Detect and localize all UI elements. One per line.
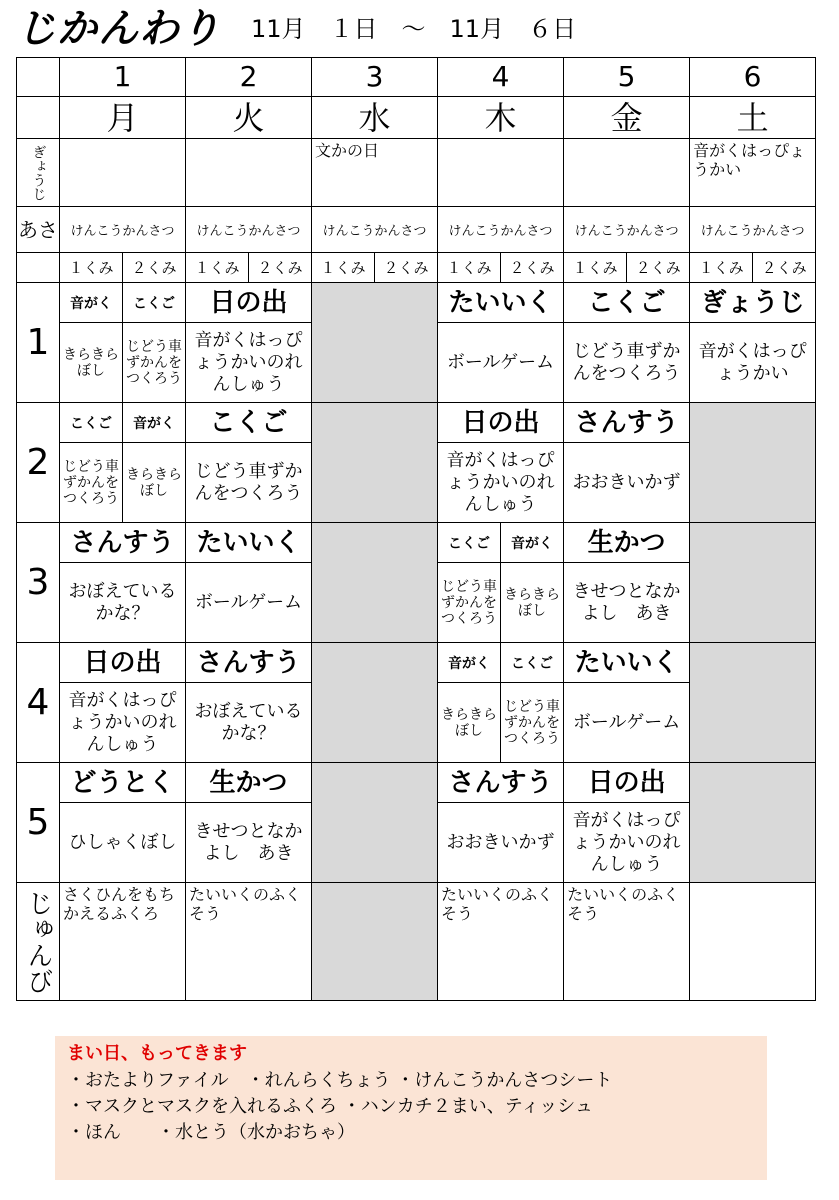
class-subject-cell	[501, 523, 564, 563]
day-name	[690, 97, 816, 139]
asa-cell	[438, 207, 564, 253]
activity-cell	[186, 323, 312, 403]
subject-name: 日の出	[83, 647, 162, 678]
activity-text: きせつとなかよし あき	[572, 580, 681, 624]
asa-label: あさ	[18, 217, 58, 242]
day-number-text: 3	[365, 60, 384, 93]
no-class-cell	[690, 403, 816, 523]
class-1-label: １くみ	[194, 259, 240, 277]
period-label	[17, 283, 60, 403]
class-subject: こくご	[133, 295, 175, 312]
day-number	[60, 58, 186, 97]
subject-cell	[186, 763, 312, 803]
day-number-text: 2	[239, 60, 258, 93]
class-subject-cell	[60, 283, 123, 323]
class-1-label: １くみ	[572, 259, 618, 277]
period-number: 1	[26, 322, 50, 363]
class-2-header	[249, 253, 312, 283]
activity-text: おぼえているかな？	[68, 580, 177, 624]
subject-name: さんすう	[196, 647, 301, 678]
class-2-label: ２くみ	[131, 259, 177, 277]
activity-text: ボールゲーム	[572, 711, 681, 733]
class-activity: じどう車ずかんをつくろう	[504, 698, 561, 747]
activity-text: おおきいかず	[446, 831, 555, 853]
gyouji-cell	[564, 139, 690, 207]
class-subject: 音がく	[511, 535, 554, 552]
day-name-text: 水	[358, 98, 391, 137]
asa-text: けんこうかんさつ	[196, 224, 301, 239]
class-2-header	[501, 253, 564, 283]
class-activity-cell	[123, 443, 186, 523]
timetable	[16, 57, 816, 1001]
asa-text: けんこうかんさつ	[70, 224, 175, 239]
class-2-label: ２くみ	[383, 259, 429, 277]
activity-text: 音がくはっぴょうかいのれんしゅう	[194, 329, 303, 395]
activity-text: おぼえているかな？	[194, 700, 303, 744]
activity-text: おおきいかず	[572, 471, 681, 493]
day-number	[312, 58, 438, 97]
day-name-text: 月	[106, 98, 139, 137]
class-1-label: １くみ	[320, 259, 366, 277]
gyouji-cell	[186, 139, 312, 207]
class-activity: じどう車ずかんをつくろう	[126, 338, 182, 387]
class-subject-cell	[438, 643, 501, 683]
gyouji-cell	[438, 139, 564, 207]
activity-cell	[186, 563, 312, 643]
class-activity: じどう車ずかんをつくろう	[441, 578, 498, 627]
day-number-text: 6	[743, 60, 762, 93]
no-class-cell	[312, 643, 438, 763]
class-2-label: ２くみ	[257, 259, 303, 277]
asa-cell	[60, 207, 186, 253]
period-label	[17, 403, 60, 523]
class-1-header	[438, 253, 501, 283]
subject-cell	[186, 283, 312, 323]
subject-cell	[186, 523, 312, 563]
class-1-label: １くみ	[446, 259, 492, 277]
class-1-header	[60, 253, 123, 283]
class-1-header	[186, 253, 249, 283]
activity-cell	[186, 443, 312, 523]
class-activity-cell	[123, 323, 186, 403]
class-activity-cell	[501, 563, 564, 643]
activity-text: 音がくはっぴょうかい	[698, 340, 807, 384]
class-2-header	[375, 253, 438, 283]
no-class-cell	[312, 523, 438, 643]
daily-items-line: ・ほん ・水とう（水かおちゃ）	[67, 1122, 355, 1143]
no-class-cell	[312, 763, 438, 883]
subject-cell	[564, 763, 690, 803]
asa-cell	[564, 207, 690, 253]
period-number: 2	[26, 442, 50, 483]
asa-text: けんこうかんさつ	[322, 224, 427, 239]
subject-name: こくご	[209, 407, 288, 438]
gyouji-label-cell	[17, 139, 60, 207]
subject-name: たいいく	[574, 647, 679, 678]
activity-text: じどう車ずかんをつくろう	[572, 340, 681, 384]
day-name	[438, 97, 564, 139]
subject-cell	[564, 643, 690, 683]
gyouji-text: 音がくはっぴょうかい	[693, 141, 806, 179]
period-number: 5	[26, 802, 50, 843]
activity-cell	[438, 803, 564, 883]
date-range: 11月 １日 ～ 11月 ６日	[251, 15, 577, 43]
gyouji-cell	[690, 139, 816, 207]
period-number: 3	[26, 562, 50, 603]
gyouji-label: ぎょうじ	[30, 144, 47, 201]
subject-name: 日の出	[461, 407, 540, 438]
class-activity: きらきらぼし	[63, 346, 119, 379]
blank-cell	[17, 97, 60, 139]
day-number	[564, 58, 690, 97]
junbi-cell	[438, 883, 564, 1001]
subject-name: どうとく	[70, 767, 175, 798]
class-1-header	[690, 253, 753, 283]
subject-cell	[438, 763, 564, 803]
activity-text: 音がくはっぴょうかいのれんしゅう	[572, 809, 681, 875]
class-2-header	[627, 253, 690, 283]
class-activity: きらきらぼし	[126, 466, 182, 499]
class-activity-cell	[60, 443, 123, 523]
asa-label-cell	[17, 207, 60, 253]
junbi-text: たいいくのふくそう	[189, 885, 302, 923]
class-activity-cell	[501, 683, 564, 763]
class-subject: こくご	[70, 415, 112, 432]
period-label	[17, 763, 60, 883]
daily-items-line: ・マスクとマスクを入れるふくろ ・ハンカチ２まい、ティッシュ	[67, 1096, 593, 1117]
subject-name: 日の出	[587, 767, 666, 798]
no-class-cell	[312, 283, 438, 403]
class-activity-cell	[438, 683, 501, 763]
day-name	[60, 97, 186, 139]
subject-cell	[564, 403, 690, 443]
gyouji-cell	[312, 139, 438, 207]
activity-text: ひしゃくぼし	[68, 831, 177, 853]
subject-cell	[60, 643, 186, 683]
class-subject-cell	[501, 643, 564, 683]
junbi-text: たいいくのふくそう	[441, 885, 554, 923]
class-subject-cell	[60, 403, 123, 443]
subject-name: たいいく	[196, 527, 301, 558]
class-subject: 音がく	[133, 415, 175, 432]
asa-text: けんこうかんさつ	[574, 224, 679, 239]
class-1-label: １くみ	[698, 259, 744, 277]
asa-cell	[312, 207, 438, 253]
activity-cell	[564, 323, 690, 403]
period-number: 4	[26, 682, 50, 723]
day-name	[186, 97, 312, 139]
class-subject: こくご	[448, 535, 491, 552]
activity-text: 音がくはっぴょうかいのれんしゅう	[68, 689, 177, 755]
subject-cell	[186, 403, 312, 443]
subject-cell	[438, 403, 564, 443]
day-name-text: 金	[610, 98, 643, 137]
junbi-cell	[186, 883, 312, 1001]
activity-cell	[564, 443, 690, 523]
activity-cell	[564, 803, 690, 883]
subject-name: 日の出	[209, 287, 288, 318]
activity-cell	[186, 683, 312, 763]
class-activity: きらきらぼし	[504, 586, 561, 619]
subject-name: さんすう	[574, 407, 679, 438]
gyouji-text: 文かの日	[315, 141, 380, 160]
subject-cell	[564, 523, 690, 563]
daily-items-title: まい日、もってきます	[67, 1043, 247, 1064]
class-1-header	[312, 253, 375, 283]
class-subject: 音がく	[70, 295, 112, 312]
no-class-cell	[690, 643, 816, 763]
subject-name: 生かつ	[209, 767, 288, 798]
day-name-text: 土	[736, 98, 769, 137]
activity-cell	[438, 323, 564, 403]
subject-cell	[60, 523, 186, 563]
junbi-label: じゅんび	[23, 889, 53, 994]
junbi-cell	[564, 883, 690, 1001]
activity-cell	[564, 683, 690, 763]
activity-text: 音がくはっぴょうかいのれんしゅう	[446, 449, 555, 515]
subject-name: 生かつ	[587, 527, 666, 558]
subject-cell	[690, 283, 816, 323]
activity-text: ボールゲーム	[446, 351, 555, 373]
subject-cell	[60, 763, 186, 803]
day-name	[312, 97, 438, 139]
activity-cell	[438, 443, 564, 523]
junbi-cell	[60, 883, 186, 1001]
period-label	[17, 643, 60, 763]
daily-items-box	[55, 1036, 767, 1180]
junbi-text: さくひんをもちかえるふくろ	[63, 885, 176, 923]
activity-text: きせつとなかよし あき	[194, 820, 303, 864]
no-class-cell	[690, 523, 816, 643]
subject-name: さんすう	[70, 527, 175, 558]
subject-cell	[186, 643, 312, 683]
subject-name: ぎょうじ	[700, 287, 805, 318]
class-2-label: ２くみ	[635, 259, 681, 277]
activity-cell	[186, 803, 312, 883]
no-class-cell	[690, 763, 816, 883]
junbi-text: たいいくのふくそう	[567, 885, 680, 923]
no-class-cell	[312, 883, 438, 1001]
day-name-text: 火	[232, 98, 265, 137]
day-number	[186, 58, 312, 97]
day-number-text: 1	[113, 60, 132, 93]
blank-cell	[17, 253, 60, 283]
class-activity: きらきらぼし	[441, 706, 498, 739]
period-label	[17, 523, 60, 643]
activity-cell	[60, 563, 186, 643]
page-header	[16, 4, 576, 54]
activity-cell	[60, 803, 186, 883]
class-subject-cell	[123, 403, 186, 443]
corner-cell	[17, 58, 60, 97]
activity-cell	[564, 563, 690, 643]
class-subject: 音がく	[448, 655, 491, 672]
class-2-header	[123, 253, 186, 283]
subject-name: たいいく	[448, 287, 553, 318]
activity-cell	[60, 683, 186, 763]
page-title: じかんわり	[16, 6, 221, 52]
activity-cell	[690, 323, 816, 403]
class-subject: こくご	[511, 655, 554, 672]
day-name	[564, 97, 690, 139]
day-number	[438, 58, 564, 97]
class-2-header	[753, 253, 816, 283]
subject-cell	[438, 283, 564, 323]
day-number-text: 4	[491, 60, 510, 93]
class-1-header	[564, 253, 627, 283]
asa-cell	[186, 207, 312, 253]
subject-name: こくご	[587, 287, 666, 318]
class-subject-cell	[123, 283, 186, 323]
daily-items-line: ・おたよりファイル ・れんらくちょう ・けんこうかんさつシート	[67, 1070, 613, 1091]
class-activity: じどう車ずかんをつくろう	[63, 458, 119, 507]
no-class-cell	[312, 403, 438, 523]
junbi-label-cell	[17, 883, 60, 1001]
class-activity-cell	[438, 563, 501, 643]
class-2-label: ２くみ	[509, 259, 555, 277]
gyouji-cell	[60, 139, 186, 207]
class-2-label: ２くみ	[761, 259, 807, 277]
class-subject-cell	[438, 523, 501, 563]
asa-text: けんこうかんさつ	[448, 224, 553, 239]
asa-text: けんこうかんさつ	[700, 224, 805, 239]
day-number	[690, 58, 816, 97]
day-number-text: 5	[617, 60, 636, 93]
subject-cell	[564, 283, 690, 323]
class-1-label: １くみ	[68, 259, 114, 277]
class-activity-cell	[60, 323, 123, 403]
activity-text: ボールゲーム	[194, 591, 303, 613]
day-name-text: 木	[484, 98, 517, 137]
subject-name: さんすう	[448, 767, 553, 798]
activity-text: じどう車ずかんをつくろう	[194, 460, 303, 504]
junbi-cell	[690, 883, 816, 1001]
asa-cell	[690, 207, 816, 253]
